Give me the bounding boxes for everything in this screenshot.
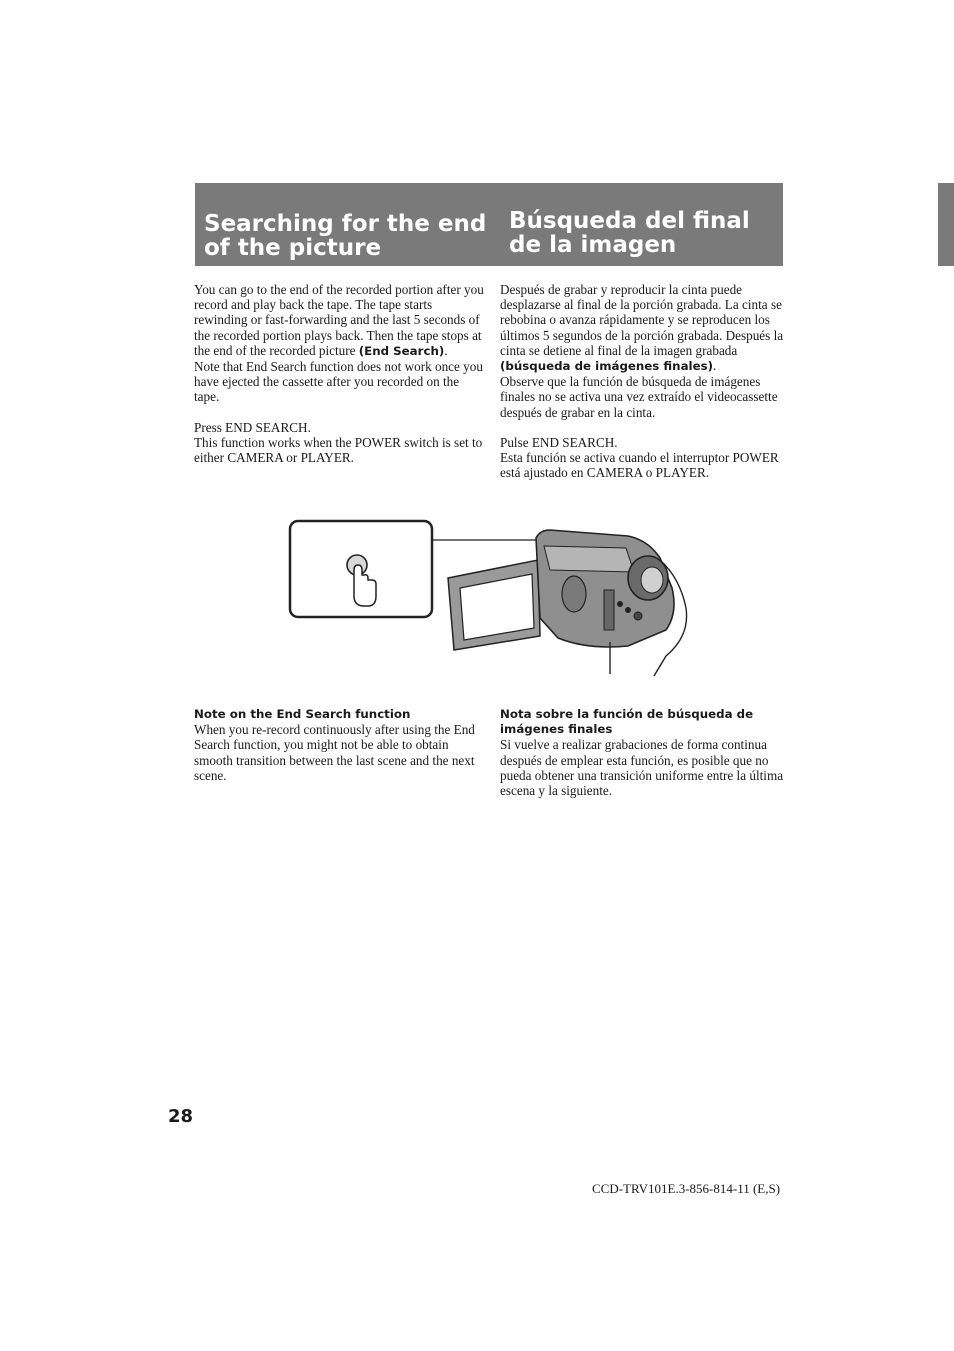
end-search-term: (End Search) [358, 343, 445, 358]
side-slot [604, 590, 614, 630]
page-title-spanish: Búsqueda del final de la imagen [509, 208, 750, 258]
edge-thumb-tab [938, 183, 954, 266]
english-cassette-note: Note that End Search function does not work once you have ejected the cassette after you recorded on the tape. [194, 359, 483, 405]
english-power-note: This function works when the POWER switch is set to either CAMERA or PLAYER. [194, 435, 483, 466]
spanish-note-body: Si vuelve a realizar grabaciones de forma continua después de emplear esta función, es posible que no pueda obtener una transición uniforme entre la última escena y la siguiente. [500, 737, 784, 799]
english-note-body: When you re-record continuously after using the End Search function, you might not be able to obtain smooth transition between the last scene and the next scene. [194, 722, 475, 783]
english-note-section [194, 707, 484, 783]
english-press-step: Press END SEARCH. [194, 419, 311, 435]
spanish-cassette-note: Observe que la función de búsqueda de imágenes finales no se activa una vez extraído el videocassette después de grabar en la cinta. [500, 374, 778, 420]
camcorder-illustration [288, 518, 698, 678]
english-instructions [194, 282, 484, 465]
speaker-grille [562, 576, 586, 612]
english-intro-paragraph: You can go to the end of the recorded portion after you record and play back the tape. The tape starts rewinding or fast-forwarding and the last 5 seconds of the recorded portion plays back. Then the tape stops at the end of the recorded picture (End Search). [194, 282, 484, 358]
page-title-english: Searching for the end of the picture [204, 211, 487, 261]
spanish-note-title: Nota sobre la función de búsqueda de imágenes finales [500, 707, 754, 737]
camcorder-top-panel [544, 546, 634, 572]
spanish-power-note: Esta función se activa cuando el interruptor POWER está ajustado en CAMERA o PLAYER. [500, 450, 779, 481]
spanish-instructions [500, 282, 790, 481]
spanish-intro-paragraph: Después de grabar y reproducir la cinta puede desplazarse al final de la porción grabada. La cinta se rebobina o avanza rápidamente y se reproducen los últimos 5 segundos de la porción grabada. Después la cinta se detiene al final de la imagen grabada (búsqueda de imágenes finales). [500, 282, 784, 374]
english-note-title: Note on the End Search function [194, 707, 411, 721]
spanish-note-section [500, 707, 790, 798]
busqueda-term: (búsqueda de imágenes finales) [500, 359, 713, 374]
spanish-press-step: Pulse END SEARCH. [500, 435, 618, 451]
page-number: 28 [168, 1106, 194, 1127]
model-code: CCD-TRV101E.3-856-814-11 (E,S) [592, 1181, 781, 1196]
lens-glass [641, 567, 663, 593]
